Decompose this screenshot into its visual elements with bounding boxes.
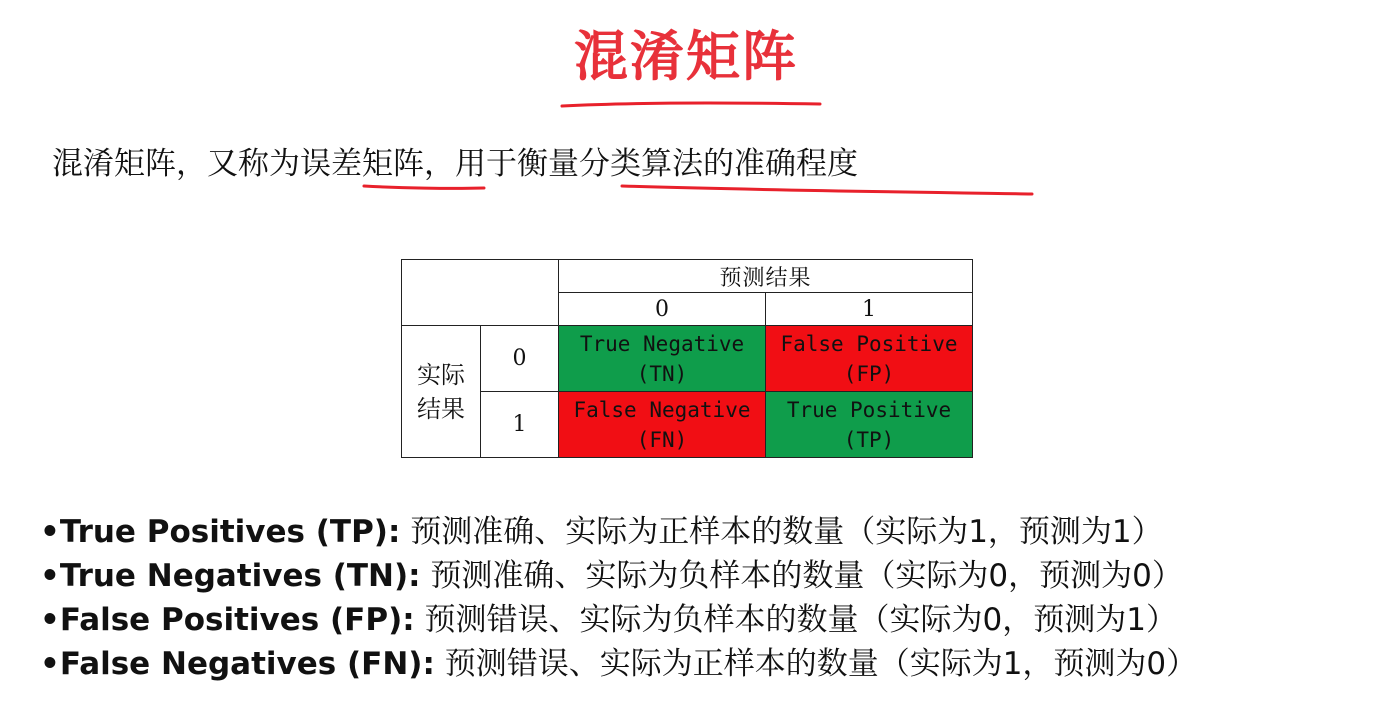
cell-abbrev: (FP) bbox=[843, 361, 895, 386]
list-item bbox=[40, 598, 1197, 642]
list-item bbox=[40, 554, 1197, 598]
actual-header-line-2: 结果 bbox=[417, 394, 465, 423]
cell-label: True Positive bbox=[786, 397, 952, 422]
cell-abbrev: (TP) bbox=[843, 427, 895, 452]
definition-term: True Negatives (TN): bbox=[59, 558, 421, 594]
bullet-marker: • bbox=[40, 514, 60, 550]
intro-highlight-error-matrix: 误差矩阵 bbox=[300, 146, 424, 182]
list-item bbox=[40, 510, 1197, 554]
predicted-header: 预测结果 bbox=[559, 260, 973, 293]
cell-false-positive bbox=[766, 326, 973, 392]
page-title: 混淆矩阵 bbox=[574, 25, 798, 88]
cell-abbrev: (FN) bbox=[636, 427, 688, 452]
predicted-value-0: 0 bbox=[559, 293, 766, 326]
title-underline-mark bbox=[560, 96, 822, 112]
actual-header-line-1: 实际 bbox=[417, 360, 465, 389]
definition-term: False Positives (FP): bbox=[59, 602, 415, 638]
confusion-matrix-table bbox=[401, 259, 973, 458]
definition-text: 预测错误、实际为正样本的数量（实际为1，预测为0） bbox=[434, 646, 1198, 682]
cell-label: False Positive bbox=[780, 331, 958, 356]
matrix-corner-cell bbox=[402, 260, 559, 326]
bullet-marker: • bbox=[40, 646, 60, 682]
definition-text: 预测错误、实际为负样本的数量（实际为0，预测为1） bbox=[414, 602, 1177, 638]
cell-label: False Negative bbox=[573, 397, 751, 422]
actual-value-1: 1 bbox=[481, 392, 559, 458]
definition-term: True Positives (TP): bbox=[59, 514, 401, 550]
cell-false-negative bbox=[559, 392, 766, 458]
intro-sentence bbox=[52, 140, 858, 188]
cell-abbrev: (TN) bbox=[636, 361, 688, 386]
definition-term: False Negatives (FN): bbox=[59, 646, 435, 682]
actual-value-0: 0 bbox=[481, 326, 559, 392]
predicted-value-1: 1 bbox=[766, 293, 973, 326]
intro-highlight-accuracy: 衡量分类算法的准确程度 bbox=[517, 146, 858, 182]
cell-true-positive bbox=[766, 392, 973, 458]
actual-header bbox=[402, 326, 481, 458]
list-item bbox=[40, 642, 1197, 686]
cell-true-negative bbox=[559, 326, 766, 392]
intro-middle: ，用于 bbox=[424, 146, 517, 182]
bullet-marker: • bbox=[40, 558, 60, 594]
intro-prefix: 混淆矩阵，又称为 bbox=[52, 146, 300, 182]
bullet-marker: • bbox=[40, 602, 60, 638]
definition-text: 预测准确、实际为负样本的数量（实际为0，预测为0） bbox=[420, 558, 1183, 594]
cell-label: True Negative bbox=[579, 331, 745, 356]
definitions-list bbox=[40, 510, 1197, 686]
definition-text: 预测准确、实际为正样本的数量（实际为1，预测为1） bbox=[400, 514, 1163, 550]
